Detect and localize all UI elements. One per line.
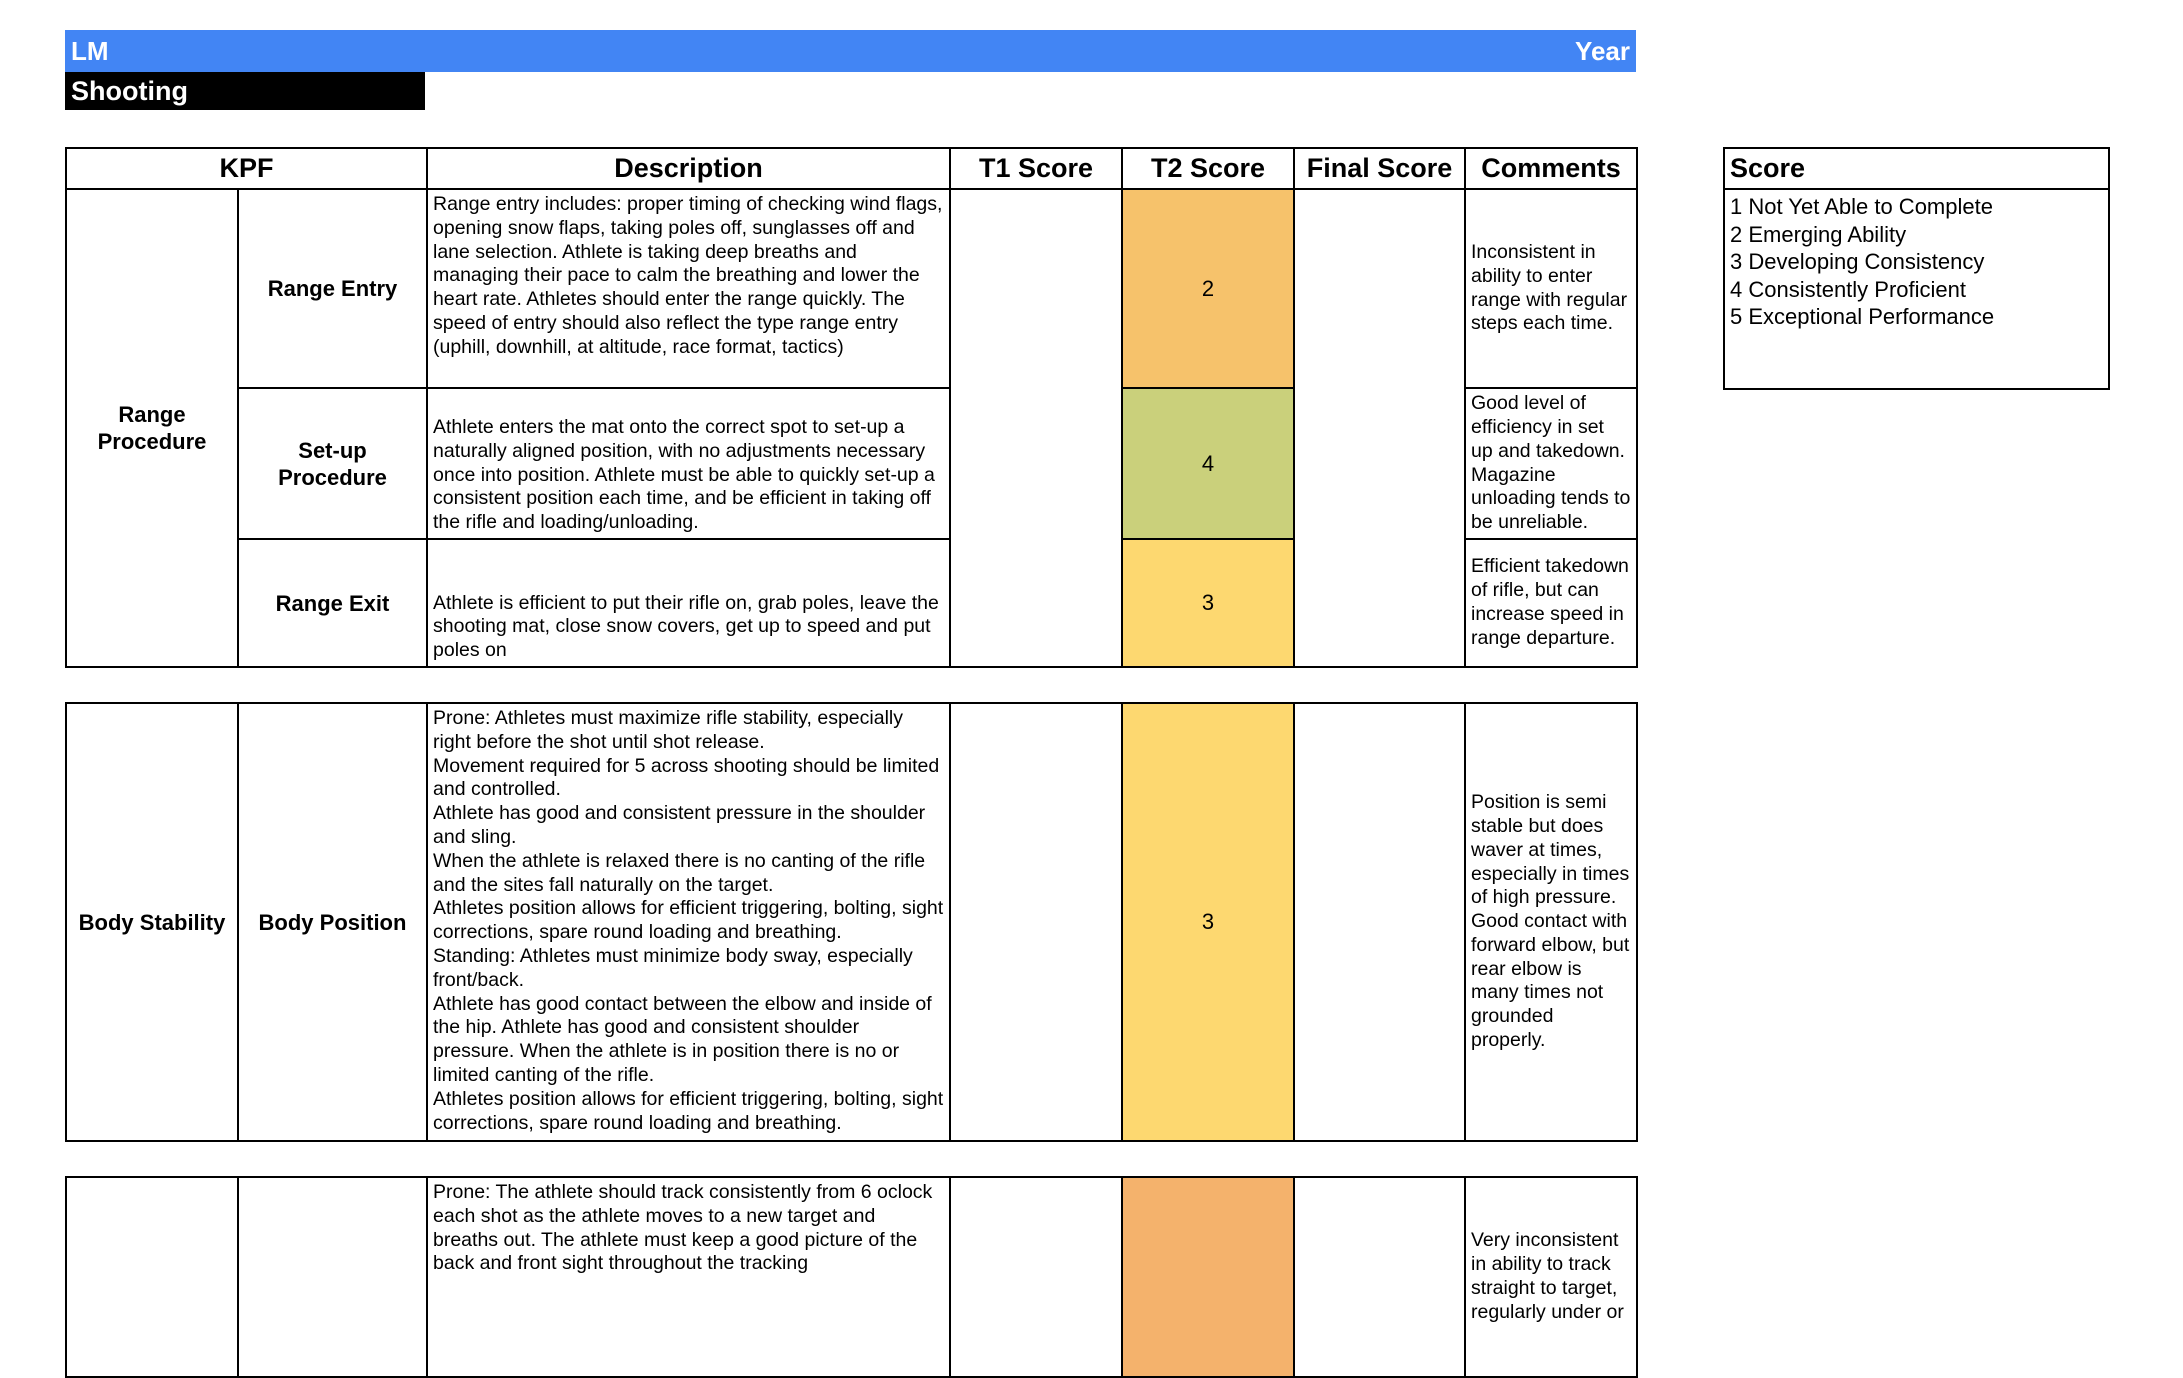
final-score-cell[interactable] — [1294, 703, 1465, 1141]
comment-cell[interactable]: Very inconsistent in ability to track straight to target, regularly under or — [1465, 1177, 1637, 1377]
title-bar — [65, 30, 1636, 72]
table-row — [66, 703, 1637, 1141]
comment-cell[interactable]: Efficient takedown of rifle, but can increase speed in range departure. — [1465, 539, 1637, 667]
t2-score-cell[interactable]: 2 — [1122, 189, 1294, 388]
year-label: Year — [1575, 36, 1630, 66]
col-header-kpf: KPF — [66, 148, 427, 189]
t1-score-cell[interactable] — [950, 703, 1122, 1141]
final-score-cell[interactable] — [1294, 1177, 1465, 1377]
col-header-final-score: Final Score — [1294, 148, 1465, 189]
description-line: Athlete has good contact between the elbow and inside of the hip. Athlete has good and consistent shoulder pressure. When the athlete is in position there is no or limited canting of the rifle. — [433, 992, 932, 1086]
col-header-t1-score: T1 Score — [950, 148, 1122, 189]
legend-item: 1 Not Yet Able to Complete — [1730, 194, 1993, 219]
description-line: Standing: Athletes must minimize body sway, especially front/back. — [433, 944, 913, 991]
description-line: Athletes position allows for efficient triggering, bolting, sight corrections, spare round loading and breathing. — [433, 1087, 944, 1134]
description-cell: Prone: The athlete should track consistently from 6 oclock each shot as the athlete moves to a new target and breaths out. The athlete must keep a good picture of the back and front sight throughout the tracking — [427, 1177, 950, 1377]
description-line: Prone: Athletes must maximize rifle stability, especially right before the shot until shot release. — [433, 707, 903, 753]
t2-score-cell[interactable]: 3 — [1122, 703, 1294, 1141]
kpf-range-entry: Range Entry — [238, 189, 427, 388]
group-range-procedure: Range Procedure — [66, 189, 238, 667]
description-cell: Athlete enters the mat onto the correct spot to set-up a naturally aligned position, with no adjustments necessary once into position. Athlete must be able to quickly set-up a consistent position each time, and be efficient in taking off the rifle and loading/unloading. — [427, 388, 950, 539]
range-procedure-table — [65, 147, 1638, 668]
description-cell: Athlete is efficient to put their rifle on, grab poles, leave the shooting mat, close snow covers, get up to speed and put poles on — [427, 539, 950, 667]
col-header-t2-score: T2 Score — [1122, 148, 1294, 189]
legend-title: Score — [1724, 148, 2109, 189]
legend-items — [1724, 189, 2109, 389]
header-row — [66, 148, 1637, 189]
kpf-range-exit: Range Exit — [238, 539, 427, 667]
final-score-cell[interactable] — [1294, 189, 1465, 667]
t1-score-cell[interactable] — [950, 1177, 1122, 1377]
comment-cell[interactable]: Inconsistent in ability to enter range with regular steps each time. — [1465, 189, 1637, 388]
score-legend — [1723, 147, 2110, 390]
t2-score-cell[interactable]: 4 — [1122, 388, 1294, 539]
description-line: Athlete has good and consistent pressure in the shoulder and sling. — [433, 802, 926, 848]
legend-item: 4 Consistently Proficient — [1730, 276, 1966, 302]
section-title: Shooting — [65, 72, 425, 110]
comment-cell[interactable]: Position is semi stable but does waver at times, especially in times of high pressure. Good contact with forward elbow, but rear elbow is many times not grounded properly. — [1465, 703, 1637, 1141]
description-cell: Range entry includes: proper timing of checking wind flags, opening snow flaps, taking poles off, sunglasses off and lane selection. Athlete is taking deep breaths and managing their pace to calm the breathing and lower the heart rate. Athletes should enter the range quickly. The speed of entry should also reflect the type range entry (uphill, downhill, at altitude, race format, tactics) — [427, 189, 950, 388]
tracking-table — [65, 1176, 1638, 1378]
description-line: Movement required for 5 across shooting should be limited and controlled. — [433, 754, 940, 801]
table-row — [66, 189, 1637, 388]
kpf-cell — [238, 1177, 427, 1377]
col-header-description: Description — [427, 148, 950, 189]
body-stability-table — [65, 702, 1638, 1142]
t2-score-cell[interactable]: 3 — [1122, 539, 1294, 667]
table-row — [66, 1177, 1637, 1377]
group-cell — [66, 1177, 238, 1377]
t2-score-cell[interactable] — [1122, 1177, 1294, 1377]
col-header-comments: Comments — [1465, 148, 1637, 189]
legend-item: 3 Developing Consistency — [1730, 249, 1985, 274]
athlete-initials: LM — [71, 36, 109, 66]
kpf-body-position: Body Position — [238, 703, 427, 1141]
description-cell — [427, 703, 950, 1141]
legend-item: 2 Emerging Ability — [1730, 221, 1907, 247]
kpf-setup-procedure: Set-up Procedure — [238, 388, 427, 539]
comment-cell[interactable]: Good level of efficiency in set up and takedown. Magazine unloading tends to be unreliable. — [1465, 388, 1637, 539]
group-body-stability: Body Stability — [66, 703, 238, 1141]
description-line: Athletes position allows for efficient triggering, bolting, sight corrections, spare round loading and breathing. — [433, 897, 944, 944]
legend-item: 5 Exceptional Performance — [1730, 304, 1995, 329]
t1-score-cell[interactable] — [950, 189, 1122, 667]
description-line: When the athlete is relaxed there is no canting of the rifle and the sites fall naturally on the target. — [433, 849, 926, 896]
